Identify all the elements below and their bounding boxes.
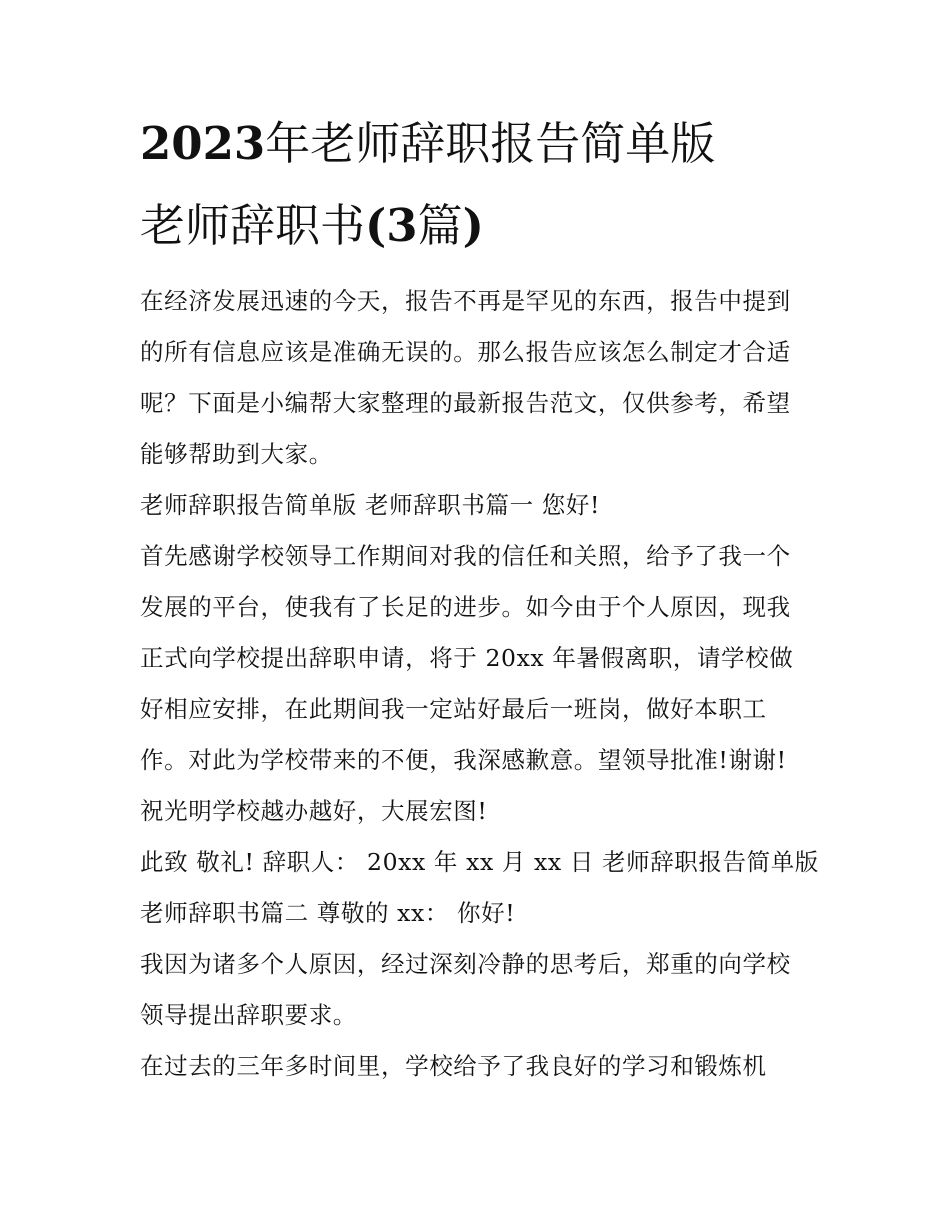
body-line: 作。对此为学校带来的不便，我深感歉意。望领导批准!谢谢!: [140, 746, 787, 774]
title-count-unit: 篇: [417, 199, 463, 252]
body-line: 领导提出辞职要求。: [140, 1001, 357, 1029]
body-line: 好相应安排，在此期间我一定站好最后一班岗，做好本职工: [140, 695, 767, 723]
body-line: 老师辞职书篇二 尊敬的 xx： 你好!: [140, 899, 516, 927]
title-count-close: ): [462, 199, 484, 252]
body-line: 在过去的三年多时间里，学校给予了我良好的学习和锻炼机: [140, 1052, 767, 1080]
body-line: 我因为诸多个人原因，经过深刻冷静的思考后，郑重的向学校: [140, 950, 791, 978]
body-line: 在经济发展迅速的今天，报告不再是罕见的东西，报告中提到: [140, 287, 791, 315]
body-line: 正式向学校提出辞职申请，将于 20xx 年暑假离职，请学校做: [140, 644, 794, 672]
title-year: 2023: [140, 117, 266, 170]
body-line: 呢？下面是小编帮大家整理的最新报告范文，仅供参考，希望: [140, 389, 791, 417]
body-line: 发展的平台，使我有了长足的进步。如今由于个人原因，现我: [140, 593, 791, 621]
body-line: 首先感谢学校领导工作期间对我的信任和关照，给予了我一个: [140, 542, 791, 570]
body-line: 的所有信息应该是准确无误的。那么报告应该怎么制定才合适: [140, 338, 791, 366]
title-line-2-text: 老师辞职书: [140, 199, 366, 252]
document-title: [140, 116, 840, 280]
title-line-2: [140, 198, 840, 254]
body-line: 此致 敬礼! 辞职人： 20xx 年 xx 月 xx 日 老师辞职报告简单版: [140, 848, 819, 876]
body-line: 祝光明学校越办越好，大展宏图!: [140, 797, 488, 825]
title-line-1-text: 年老师辞职报告简单版: [265, 117, 716, 170]
body-line: 老师辞职报告简单版 老师辞职书篇一 您好!: [140, 491, 600, 519]
title-line-1: [140, 116, 840, 172]
body-line: 能够帮助到大家。: [140, 440, 333, 468]
title-count-open: (3: [365, 199, 418, 252]
document-body: [140, 278, 820, 1094]
